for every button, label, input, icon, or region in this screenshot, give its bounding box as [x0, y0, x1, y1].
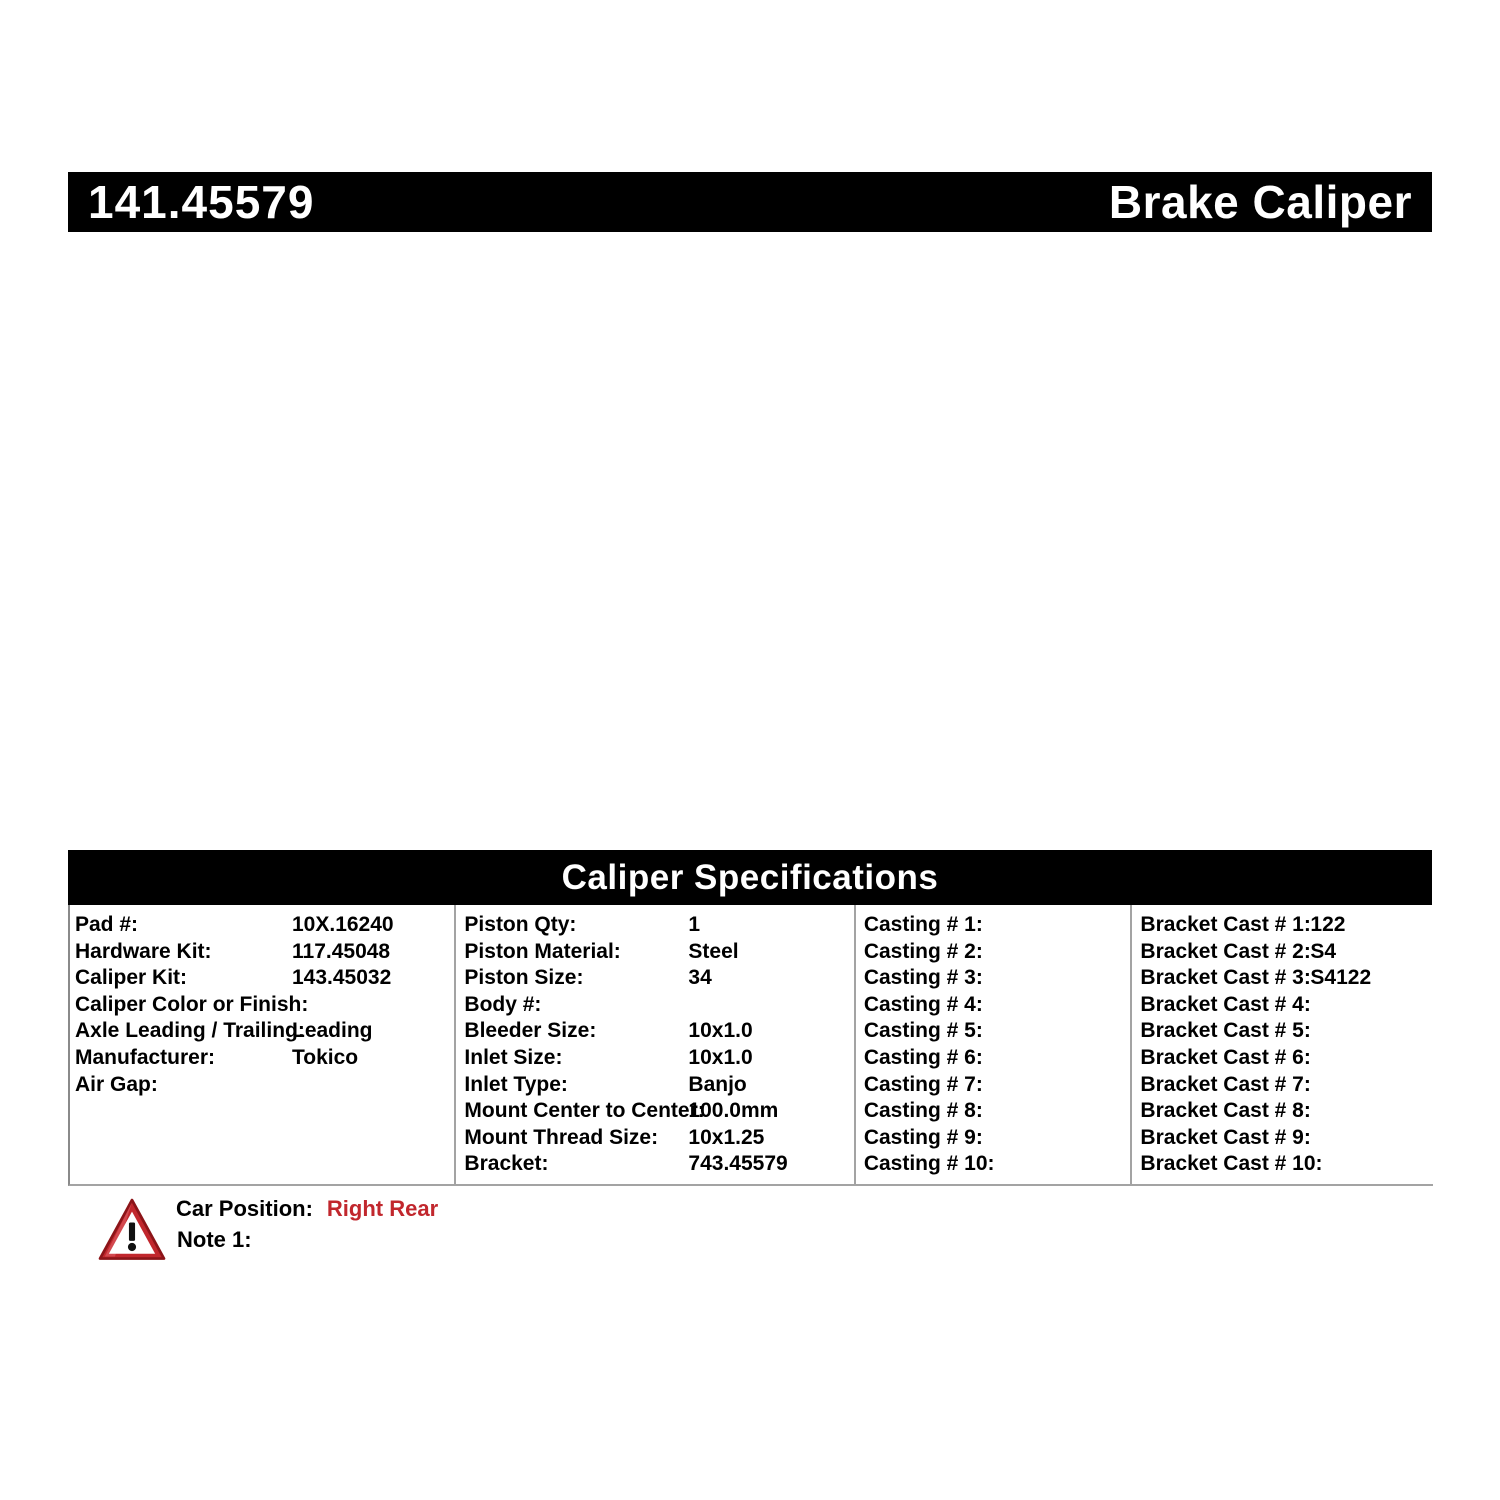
spec-row — [75, 1072, 454, 1099]
spec-label: Caliper Kit: — [75, 966, 188, 990]
spec-row — [1140, 1098, 1433, 1125]
spec-row — [464, 1125, 853, 1152]
spec-label: Bracket Cast # 9: — [1140, 1125, 1311, 1149]
spec-row — [864, 1151, 1131, 1178]
spec-row — [75, 1018, 454, 1045]
spec-label: Casting # 4: — [863, 992, 983, 1016]
spec-value: 1 — [688, 913, 701, 936]
spec-label: Body #: — [464, 992, 542, 1016]
spec-row — [864, 1125, 1131, 1152]
spec-label: Inlet Size: — [464, 1045, 563, 1069]
spec-value: 10X.16240 — [292, 913, 394, 936]
part-number: 141.45579 — [88, 176, 315, 228]
spec-row — [464, 912, 853, 939]
spec-value: 143.45032 — [292, 966, 392, 990]
note-label: Note 1: — [177, 1227, 252, 1252]
spec-row — [75, 992, 454, 1019]
spec-label: Piston Qty: — [464, 913, 577, 936]
spec-label: Piston Material: — [464, 939, 621, 963]
spec-value: Tokico — [292, 1045, 359, 1069]
spec-row — [864, 939, 1131, 966]
spec-row — [75, 912, 454, 939]
spec-row — [464, 965, 853, 992]
spec-row — [864, 1098, 1131, 1125]
spec-label: Bracket Cast # 7: — [1140, 1072, 1311, 1096]
spec-row — [1140, 1125, 1433, 1152]
spec-value: S4 — [1310, 939, 1337, 963]
spec-row — [464, 1018, 853, 1045]
spec-label: Bracket: — [464, 1152, 549, 1176]
spec-row — [75, 965, 454, 992]
spec-row — [864, 1018, 1131, 1045]
spec-column-general — [70, 905, 454, 1184]
spec-label: Bracket Cast # 3: — [1140, 966, 1311, 990]
spec-label: Casting # 3: — [863, 966, 983, 990]
spec-label: Manufacturer: — [75, 1045, 216, 1069]
spec-row — [464, 992, 853, 1019]
spec-value: 10x1.0 — [688, 1045, 753, 1069]
spec-label: Bracket Cast # 5: — [1140, 1019, 1311, 1043]
spec-label: Bracket Cast # 4: — [1140, 992, 1311, 1016]
spec-label: Hardware Kit: — [75, 939, 212, 963]
product-name: Brake Caliper — [1108, 176, 1412, 228]
spec-value: Leading — [292, 1019, 373, 1043]
spec-table — [68, 905, 1433, 1186]
spec-label: Casting # 8: — [863, 1099, 983, 1123]
car-position-label: Car Position: — [176, 1196, 313, 1221]
spec-row — [1140, 1072, 1433, 1099]
spec-value: 100.0mm — [688, 1099, 779, 1123]
spec-label: Casting # 5: — [863, 1019, 983, 1043]
spec-row — [1140, 992, 1433, 1019]
spec-value: Steel — [688, 939, 739, 963]
spec-row — [864, 965, 1131, 992]
spec-row — [1140, 1045, 1433, 1072]
spec-row — [1140, 939, 1433, 966]
spec-label: Bracket Cast # 1: — [1140, 913, 1311, 936]
product-image-area — [68, 232, 1432, 850]
header-bar — [68, 172, 1432, 232]
spec-value: 743.45579 — [688, 1152, 788, 1176]
spec-value: 10x1.25 — [688, 1125, 765, 1149]
spec-label: Casting # 6: — [863, 1045, 983, 1069]
spec-section-title-bar — [68, 850, 1432, 905]
spec-row — [1140, 912, 1433, 939]
spec-row — [864, 1072, 1131, 1099]
spec-label: Caliper Color or Finish: — [75, 992, 309, 1016]
car-position-value: Right Rear — [326, 1196, 439, 1221]
spec-row — [864, 992, 1131, 1019]
spec-label: Casting # 9: — [863, 1125, 983, 1149]
spec-label: Bracket Cast # 8: — [1140, 1099, 1311, 1123]
spec-row — [464, 1151, 853, 1178]
spec-row — [75, 1045, 454, 1072]
spec-section-title: Caliper Specifications — [561, 857, 939, 897]
spec-row — [1140, 1018, 1433, 1045]
spec-row — [864, 912, 1131, 939]
spec-row — [1140, 1151, 1433, 1178]
spec-label: Casting # 10: — [863, 1152, 995, 1176]
spec-label: Piston Size: — [464, 966, 584, 990]
spec-row — [464, 1072, 853, 1099]
spec-row — [464, 939, 853, 966]
note-row — [177, 1225, 252, 1255]
spec-value: Banjo — [688, 1072, 747, 1096]
spec-label: Mount Center to Center: — [464, 1099, 705, 1123]
spec-column-bracket-casts — [1130, 905, 1433, 1184]
spec-value: 117.45048 — [292, 939, 391, 963]
spec-column-piston-and-mount — [454, 905, 853, 1184]
spec-row — [864, 1045, 1131, 1072]
car-position-row — [176, 1194, 438, 1224]
spec-row — [464, 1045, 853, 1072]
spec-label: Bleeder Size: — [464, 1019, 597, 1043]
spec-value: S4122 — [1310, 966, 1372, 990]
spec-row — [464, 1098, 853, 1125]
spec-value: 34 — [688, 966, 712, 990]
spec-value: 122 — [1310, 913, 1346, 936]
spec-label: Casting # 2: — [863, 939, 983, 963]
spec-label: Casting # 7: — [863, 1072, 983, 1096]
spec-label: Pad #: — [75, 913, 139, 936]
spec-column-castings — [854, 905, 1131, 1184]
spec-label: Casting # 1: — [863, 913, 983, 936]
spec-value: 10x1.0 — [688, 1019, 753, 1043]
spec-label: Bracket Cast # 2: — [1140, 939, 1311, 963]
spec-label: Bracket Cast # 10: — [1140, 1152, 1323, 1176]
spec-row — [1140, 965, 1433, 992]
spec-label: Axle Leading / Trailing: — [75, 1019, 305, 1043]
spec-row — [75, 939, 454, 966]
spec-label: Air Gap: — [75, 1072, 158, 1096]
spec-label: Inlet Type: — [464, 1072, 568, 1096]
spec-label: Bracket Cast # 6: — [1140, 1045, 1311, 1069]
warning-triangle-icon — [98, 1198, 166, 1262]
spec-label: Mount Thread Size: — [464, 1125, 659, 1149]
